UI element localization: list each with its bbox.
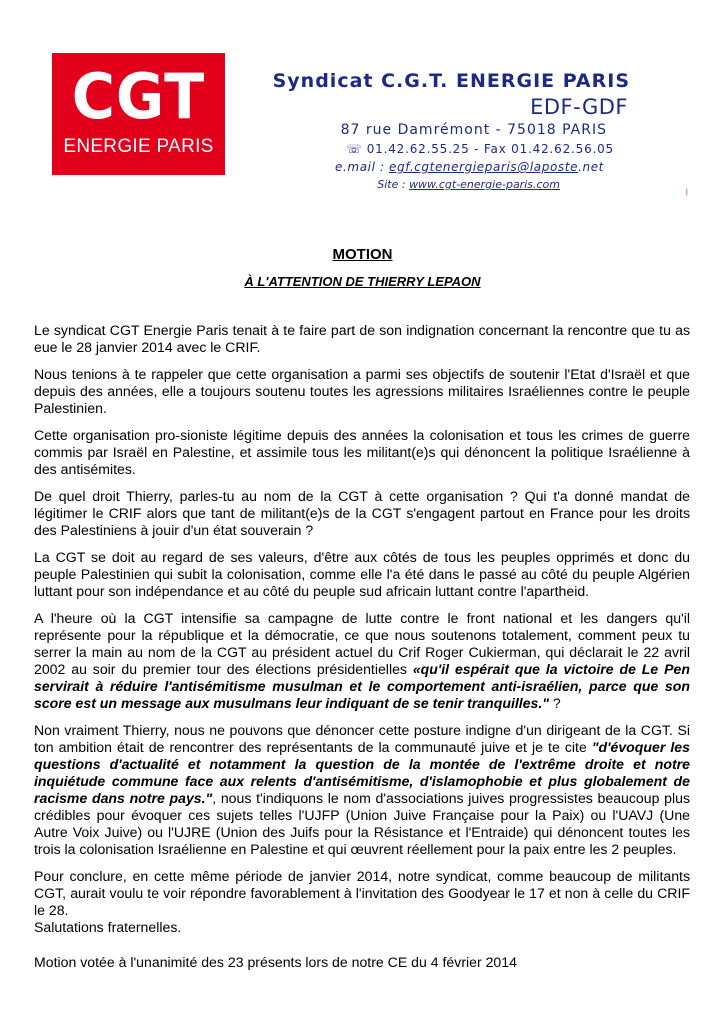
paragraph-1: Le syndicat CGT Energie Paris tenait à te faire part de son indignation concernant la rencontre que tu as eue le 28 janvier 2014 avec le CRIF. xyxy=(34,322,690,355)
paragraph-7-quote: "d'évoquer les questions d'actualité et notamment la question de la montée de l'extrême droite et notre inquiétude commune face aux relents d'antisémitisme, d'islamophobie et plus globalement de racisme dans notre pays." xyxy=(34,739,690,806)
email-label: e.mail : xyxy=(335,160,389,174)
paragraph-7-end: , nous t'indiquons le nom d'associations juives progressistes beaucoup plus crédibles pour évoquer ces sujets telles l'UJFP (Union Juive Française pour la Paix) ou l'UAVJ (Une Autre Voix Juive) ou l'UJRE (Union des Juifs pour la Résistance et l'Entraide) qui dénoncent toutes les trois la colonisation Israélienne en Palestine et qui œuvrent réellement pour la paix entre les 2 peuples. xyxy=(34,790,690,857)
company-name: EDF-GDF xyxy=(530,95,628,119)
paragraph-5: La CGT se doit au regard de ses valeurs, d'être aux côtés de tous les peuples opprimés et donc du peuple Palestinien qui subit la colonisation, comme elle l'a été dans le passé au côté du peuple Algérien luttant pour son indépendance et au côté du peuple sud africain luttant contre l'apartheid. xyxy=(34,549,690,599)
email-link[interactable]: egf.cgtenergieparis@laposte xyxy=(389,160,579,174)
paragraph-6-quote: «qu'il espérait que la victoire de Le Pen servirait à réduire l'antisémitisme musulman et le comportement anti-israélien, parce que son score est un message aux musulmans leur indiquant de se tenir tranquilles." xyxy=(34,661,690,711)
logo-text: CGT xyxy=(71,60,206,133)
union-name: Syndicat C.G.T. ENERGIE PARIS xyxy=(272,70,630,92)
phone-icon: ☏ xyxy=(346,142,363,156)
document-title: MOTION xyxy=(332,246,393,263)
email-suffix: .net xyxy=(578,160,604,174)
cgt-logo xyxy=(52,53,225,175)
site-line xyxy=(377,178,560,191)
paragraph-8: Pour conclure, en cette même période de janvier 2014, notre syndicat, comme beaucoup de militants CGT, aurait voulu te voir répondre favorablement à l'invitation des Goodyear le 17 et non à celle du CRIF le 28. xyxy=(34,868,690,918)
paragraph-2: Nous tenions à te rappeler que cette organisation a parmi ses objectifs de soutenir l'Etat d'Israël et que depuis des années, elle a toujours soutenu toutes les agressions militaires Israéliennes contre le peuple Palestinien. xyxy=(34,366,690,416)
paragraph-7-text: Non vraiment Thierry, nous ne pouvons que dénoncer cette posture indigne d'un dirigeant de la CGT. Si ton ambition était de rencontrer des représentants de la communauté juive et je te cite xyxy=(34,722,690,755)
address: 87 rue Damrémont - 75018 PARIS xyxy=(340,122,607,138)
paragraph-6 xyxy=(34,610,690,712)
site-label: Site : xyxy=(377,178,410,191)
phone-fax-text: 01.42.62.55.25 - Fax 01.42.62.56.05 xyxy=(366,142,614,156)
paragraph-3: Cette organisation pro-sioniste légitime depuis des années la colonisation et tous les crimes de guerre commis par Israël en Palestine, et assimile tous les militant(e)s qui dénoncent la politique Israélienne à des antisémites. xyxy=(34,427,690,477)
document-subtitle: À L'ATTENTION DE THIERRY LEPAON xyxy=(244,274,481,289)
paragraph-7 xyxy=(34,722,690,858)
paragraph-6-end: ? xyxy=(549,695,561,711)
logo-subtext: ENERGIE PARIS xyxy=(63,136,214,157)
footer-note: Motion votée à l'unanimité des 23 présents lors de notre CE du 4 février 2014 xyxy=(34,954,517,970)
decorative-mark: | xyxy=(686,189,688,196)
closing: Salutations fraternelles. xyxy=(34,919,182,935)
email-line xyxy=(335,160,604,174)
phone-fax xyxy=(346,142,614,156)
site-link[interactable]: www.cgt-energie-paris.com xyxy=(409,178,560,191)
paragraph-4: De quel droit Thierry, parles-tu au nom de la CGT à cette organisation ? Qui t'a donné mandat de légitimer le CRIF alors que tant de militant(e)s de la CGT s'engagent partout en France pour les droits des Palestiniens à jouir d'un état souverain ? xyxy=(34,488,690,538)
paragraph-6-text: A l'heure où la CGT intensifie sa campagne de lutte contre le front national et les dangers qu'il représente pour la république et la démocratie, ce que nous soutenons totalement, comment peux tu serrer la main au nom de la CGT au président actuel du Crif Roger Cukierman, qui déclarait le 22 avril 2002 au soir du premier tour des élections présidentielles xyxy=(34,610,690,677)
document-body xyxy=(34,322,690,981)
